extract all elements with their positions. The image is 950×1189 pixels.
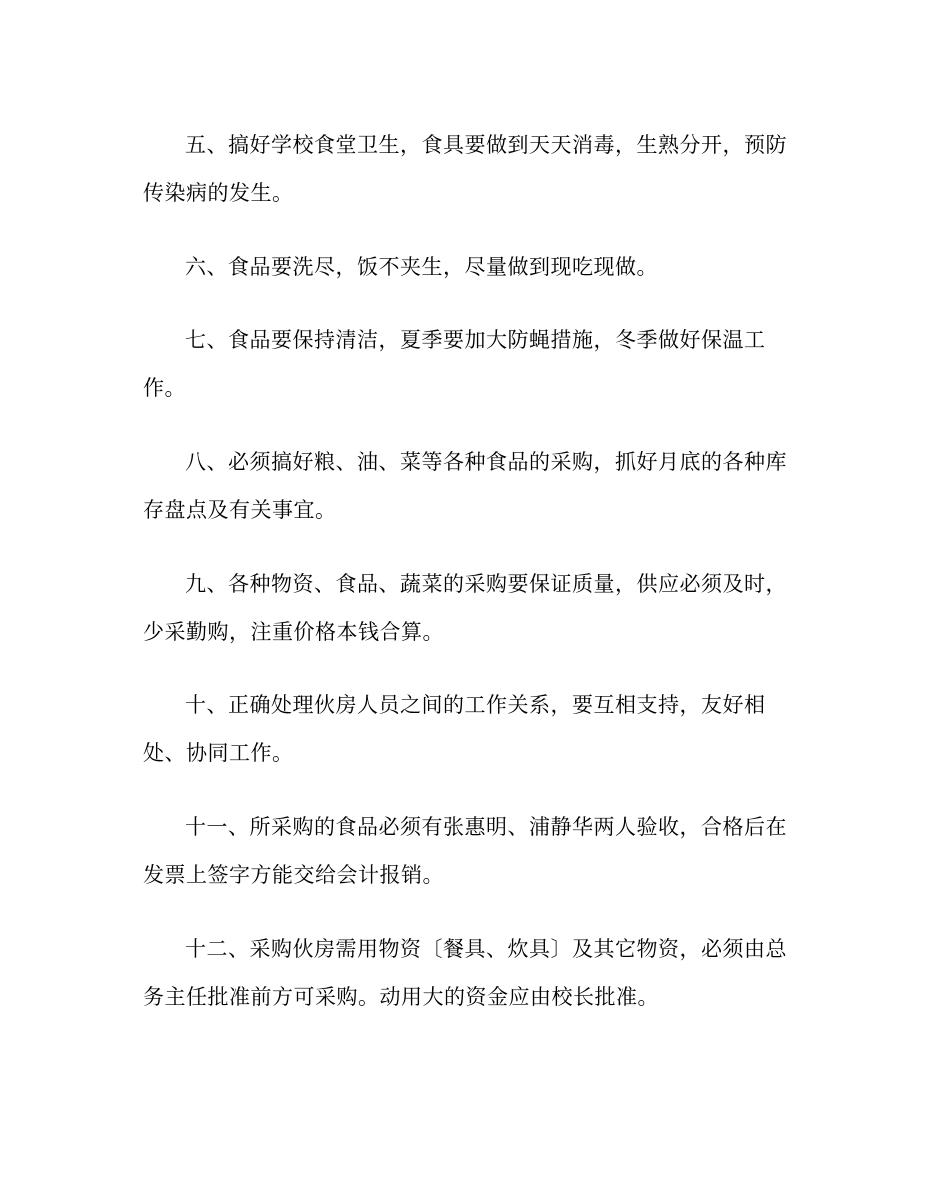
paragraph-5: 五、搞好学校食堂卫生，食具要做到天天消毒，生熟分开，预防传染病的发生。 bbox=[143, 133, 787, 205]
paragraph-6: 六、食品要洗尽，饭不夹生，尽量做到现吃现做。 bbox=[185, 255, 658, 279]
paragraph-8: 八、必须搞好粮、油、菜等各种食品的采购，抓好月底的各种库存盘点及有关事宜。 bbox=[143, 450, 787, 522]
paragraph-10: 十、正确处理伙房人员之间的工作关系，要互相支持，友好相处、协同工作。 bbox=[143, 693, 766, 765]
paragraph-12: 十二、采购伙房需用物资〔餐具、炊具〕及其它物资，必须由总务主任批准前方可采购。动用大的资金应由校长批准。 bbox=[143, 937, 787, 1009]
paragraph-11: 十一、所采购的食品必须有张惠明、浦静华两人验收，合格后在发票上签字方能交给会计报销。 bbox=[143, 815, 787, 887]
paragraph-7: 七、食品要保持清洁，夏季要加大防蝇措施，冬季做好保温工作。 bbox=[143, 328, 766, 400]
paragraph-9: 九、各种物资、食品、蔬菜的采购要保证质量，供应必须及时，少采勤购，注重价格本钱合算。 bbox=[143, 572, 787, 644]
